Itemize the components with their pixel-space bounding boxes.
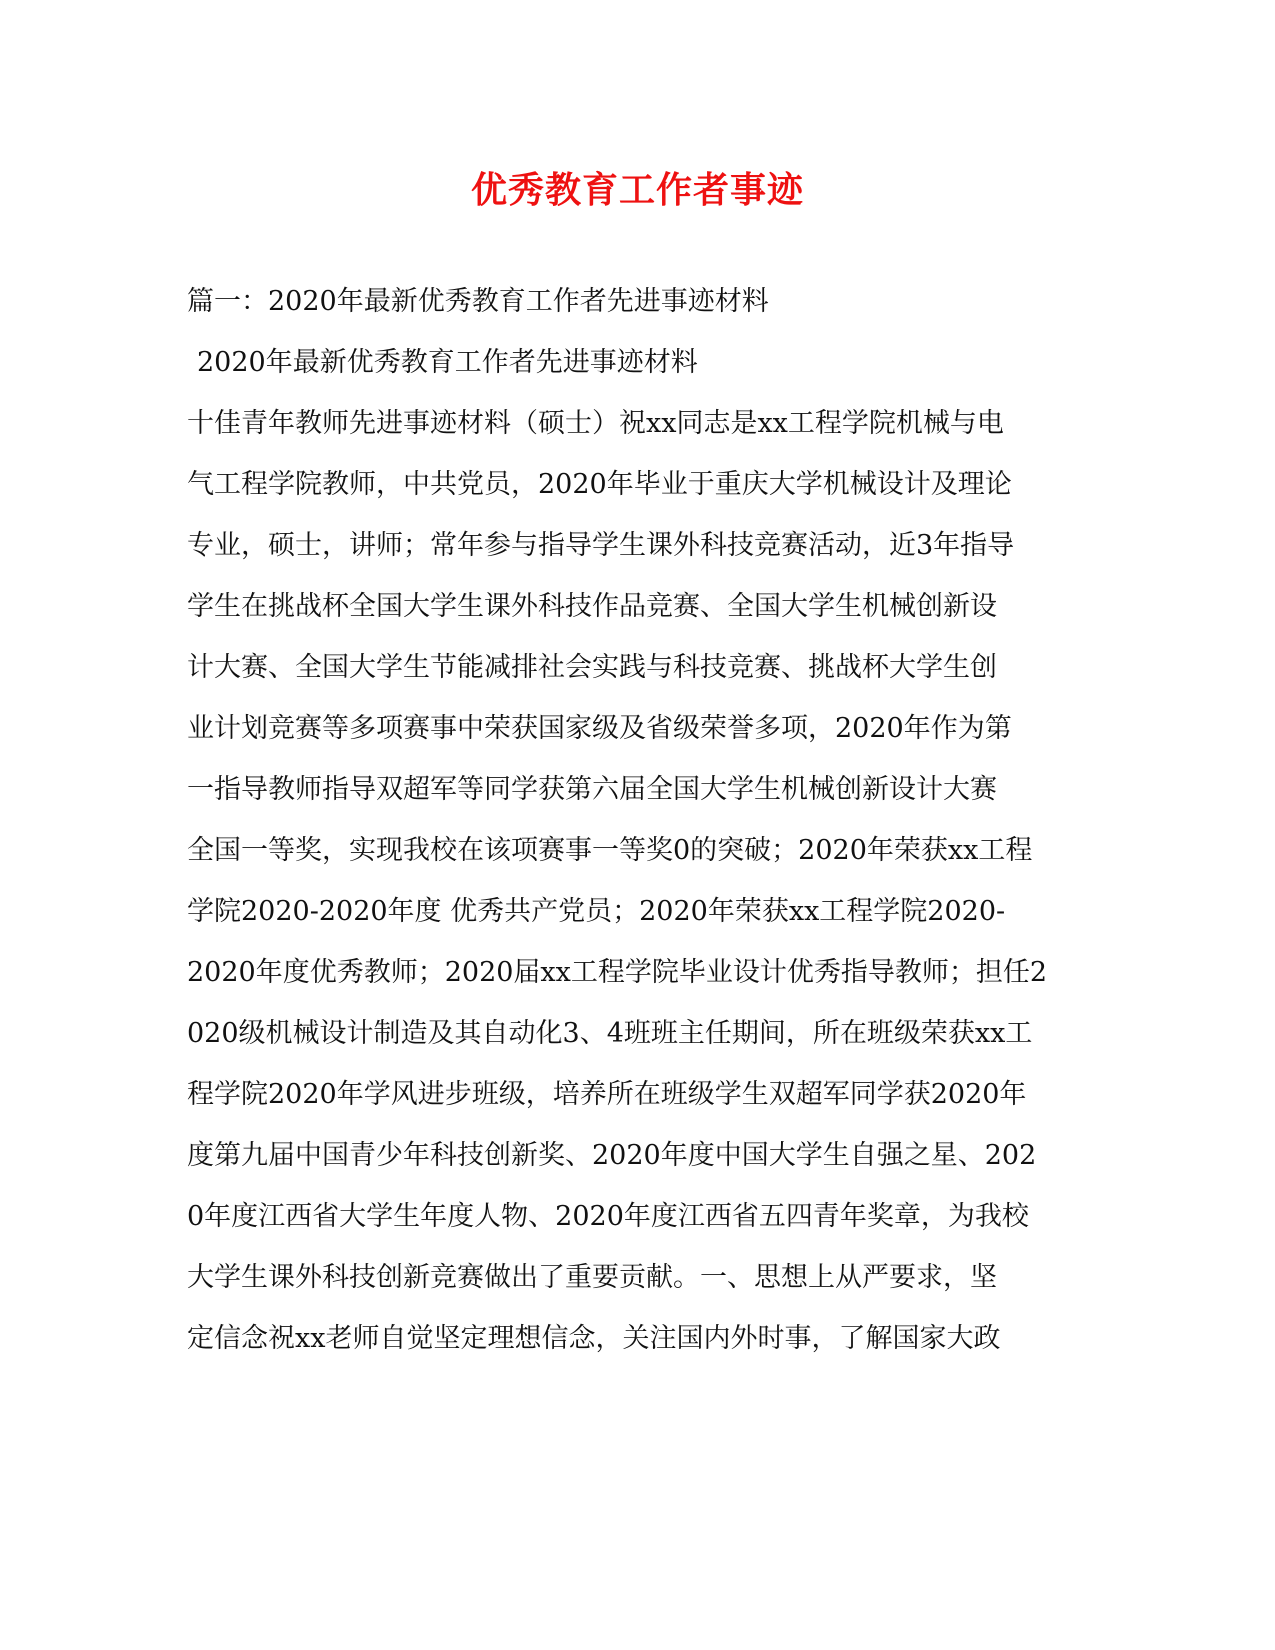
- body-line: 专业，硕士，讲师；常年参与指导学生课外科技竞赛活动，近3年指导: [187, 530, 1015, 561]
- body-line: 全国一等奖，实现我校在该项赛事一等奖0的突破；2020年荣获xx工程: [187, 835, 1033, 866]
- body-line: 2020年度优秀教师；2020届xx工程学院毕业设计优秀指导教师；担任2: [187, 957, 1048, 988]
- body-line: 定信念祝xx老师自觉坚定理想信念，关注国内外时事，了解国家大政: [187, 1323, 1001, 1354]
- document-body: [187, 282, 1087, 1380]
- document-title: 优秀教育工作者事迹: [470, 169, 804, 211]
- body-line: 大学生课外科技创新竞赛做出了重要贡献。一、思想上从严要求，坚: [187, 1262, 997, 1293]
- body-line: 计大赛、全国大学生节能减排社会实践与科技竞赛、挑战杯大学生创: [187, 652, 997, 683]
- body-line: 业计划竞赛等多项赛事中荣获国家级及省级荣誉多项，2020年作为第: [187, 713, 1012, 744]
- body-line: 一指导教师指导双超军等同学获第六届全国大学生机械创新设计大赛: [187, 774, 997, 805]
- body-line: 0年度江西省大学生年度人物、2020年度江西省五四青年奖章，为我校: [187, 1201, 1029, 1232]
- body-line: 020级机械设计制造及其自动化3、4班班主任期间，所在班级荣获xx工: [187, 1018, 1033, 1049]
- section-subheading: 2020年最新优秀教育工作者先进事迹材料: [197, 347, 698, 378]
- section-heading: 篇一：2020年最新优秀教育工作者先进事迹材料: [187, 286, 769, 317]
- body-line: 学院2020-2020年度 优秀共产党员；2020年荣获xx工程学院2020-: [187, 896, 1006, 927]
- body-line: 学生在挑战杯全国大学生课外科技作品竞赛、全国大学生机械创新设: [187, 591, 997, 622]
- body-line: 程学院2020年学风进步班级，培养所在班级学生双超军同学获2020年: [187, 1079, 1027, 1110]
- body-line: 气工程学院教师，中共党员，2020年毕业于重庆大学机械设计及理论: [187, 469, 1012, 500]
- body-line: 十佳青年教师先进事迹材料（硕士）祝xx同志是xx工程学院机械与电: [187, 408, 1004, 439]
- body-line: 度第九届中国青少年科技创新奖、2020年度中国大学生自强之星、202: [187, 1140, 1037, 1171]
